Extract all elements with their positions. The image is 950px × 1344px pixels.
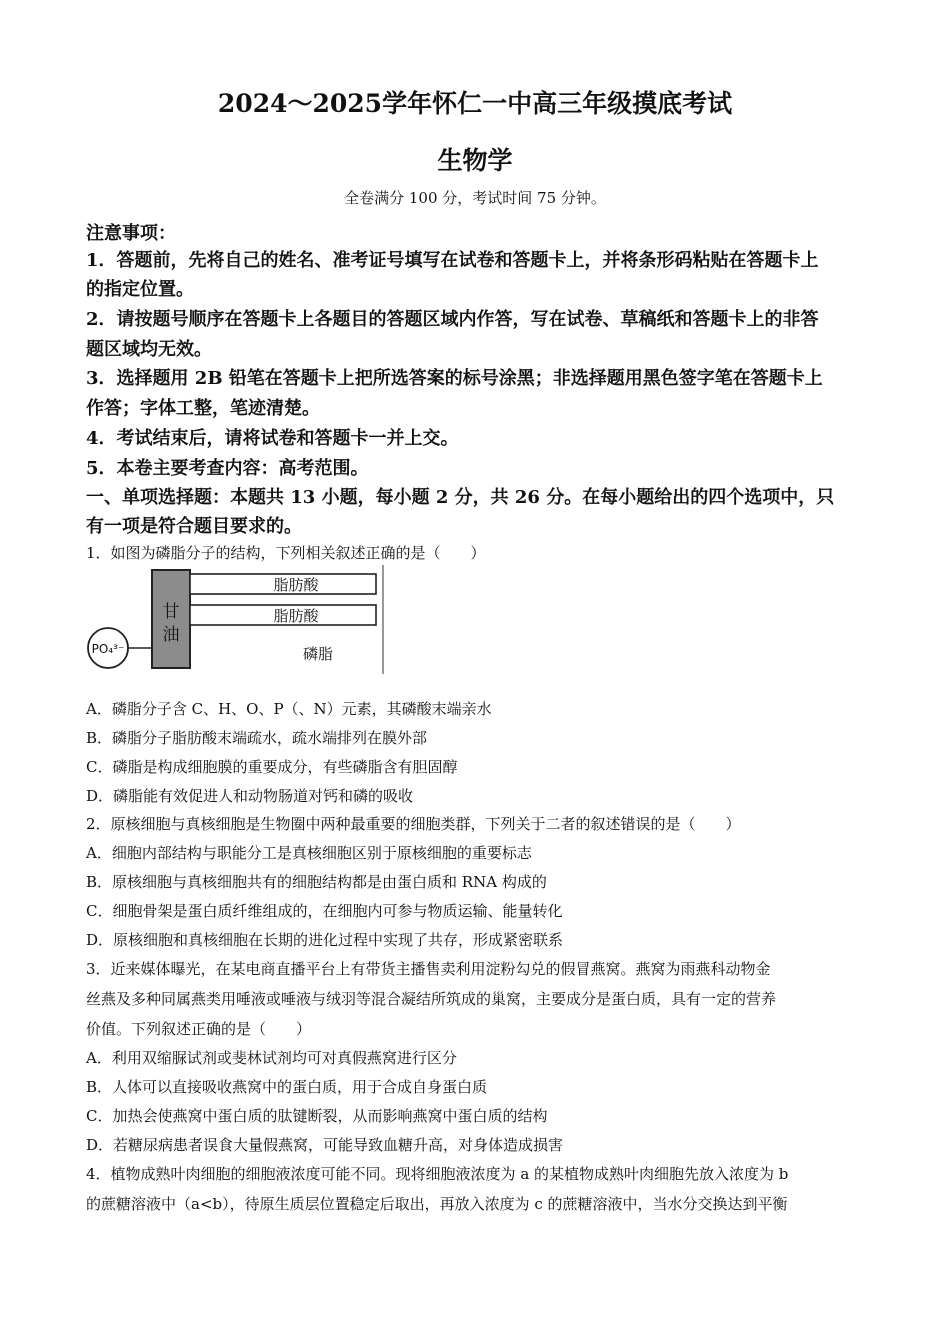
exam-title: 2024～2025学年怀仁一中高三年级摸底考试	[217, 89, 733, 118]
notice-line: 3．选择题用 2B 铅笔在答题卡上把所选答案的标号涂黑；非选择题用黑色签字笔在答题卡上	[86, 368, 823, 389]
fatty-acid-label-2: 脂肪酸	[273, 607, 319, 625]
question-2-option: C．细胞骨架是蛋白质纤维组成的，在细胞内可参与物质运输、能量转化	[86, 902, 563, 920]
phosphate-label: PO₄³⁻	[91, 642, 125, 656]
question-3-stem: 3．近来媒体曝光，在某电商直播平台上有带货主播售卖利用淀粉勾兑的假冒燕窝。燕窝为雨燕科动物金	[86, 960, 771, 978]
notice-line: 作答；字体工整，笔迹清楚。	[86, 398, 320, 419]
glycerol-label-1: 甘	[162, 602, 180, 622]
question-1-option: D．磷脂能有效促进人和动物肠道对钙和磷的吸收	[86, 787, 414, 805]
fatty-acid-label-1: 脂肪酸	[273, 576, 319, 594]
question-3-option: B．人体可以直接吸收燕窝中的蛋白质，用于合成自身蛋白质	[86, 1078, 488, 1096]
question-2-option: D．原核细胞和真核细胞在长期的进化过程中实现了共存，形成紧密联系	[86, 931, 564, 949]
question-2-option: A．细胞内部结构与职能分工是真核细胞区别于原核细胞的重要标志	[86, 844, 532, 862]
question-3-option: D．若糖尿病患者误食大量假燕窝，可能导致血糖升高，对身体造成损害	[86, 1136, 564, 1154]
phospholipid-caption: 磷脂	[302, 645, 334, 663]
section-heading: 一、单项选择题：本题共 13 小题，每小题 2 分，共 26 分。在每小题给出的四个选项中，只	[86, 487, 835, 508]
notice-line: 题区域均无效。	[86, 339, 212, 360]
notice-line: 5．本卷主要考查内容：高考范围。	[86, 458, 369, 479]
notice-line: 2．请按题号顺序在答题卡上各题目的答题区域内作答，写在试卷、草稿纸和答题卡上的非答	[86, 309, 819, 330]
glycerol-label-2: 油	[162, 625, 180, 645]
phospholipid-diagram	[86, 562, 386, 680]
question-3-stem: 丝燕及多种同属燕类用唾液或唾液与绒羽等混合凝结所筑成的巢窝，主要成分是蛋白质，具有一定的营养	[86, 990, 777, 1008]
question-4-stem: 4．植物成熟叶肉细胞的细胞液浓度可能不同。现将细胞液浓度为 a 的某植物成熟叶肉细胞先放入浓度为 b	[86, 1165, 789, 1183]
notice-line: 的指定位置。	[86, 279, 194, 300]
question-1-option: B．磷脂分子脂肪酸末端疏水，疏水端排列在膜外部	[86, 729, 428, 747]
question-3-option: A．利用双缩脲试剂或斐林试剂均可对真假燕窝进行区分	[86, 1049, 457, 1067]
notice-line: 1．答题前，先将自己的姓名、准考证号填写在试卷和答题卡上，并将条形码粘贴在答题卡上	[86, 250, 819, 271]
question-1-stem: 1．如图为磷脂分子的结构，下列相关叙述正确的是（ ）	[86, 544, 486, 562]
question-3-stem: 价值。下列叙述正确的是（ ）	[86, 1020, 312, 1038]
notice-line: 4．考试结束后，请将试卷和答题卡一并上交。	[86, 428, 459, 449]
question-1-option: C．磷脂是构成细胞膜的重要成分，有些磷脂含有胆固醇	[86, 758, 458, 776]
question-1-option: A．磷脂分子含 C、H、O、P（、N）元素，其磷酸末端亲水	[86, 700, 492, 718]
question-4-stem: 的蔗糖溶液中（a<b），待原生质层位置稳定后取出，再放入浓度为 c 的蔗糖溶液中，当水分交换达到平衡	[86, 1195, 788, 1213]
exam-info: 全卷满分 100 分，考试时间 75 分钟。	[344, 189, 606, 207]
notice-heading: 注意事项：	[86, 223, 176, 244]
question-3-option: C．加热会使燕窝中蛋白质的肽键断裂，从而影响燕窝中蛋白质的结构	[86, 1107, 548, 1125]
section-heading: 有一项是符合题目要求的。	[86, 516, 302, 537]
subject-title: 生物学	[437, 146, 513, 175]
question-2-option: B．原核细胞与真核细胞共有的细胞结构都是由蛋白质和 RNA 构成的	[86, 873, 547, 891]
question-2-stem: 2．原核细胞与真核细胞是生物圈中两种最重要的细胞类群，下列关于二者的叙述错误的是（ ）	[86, 815, 741, 833]
